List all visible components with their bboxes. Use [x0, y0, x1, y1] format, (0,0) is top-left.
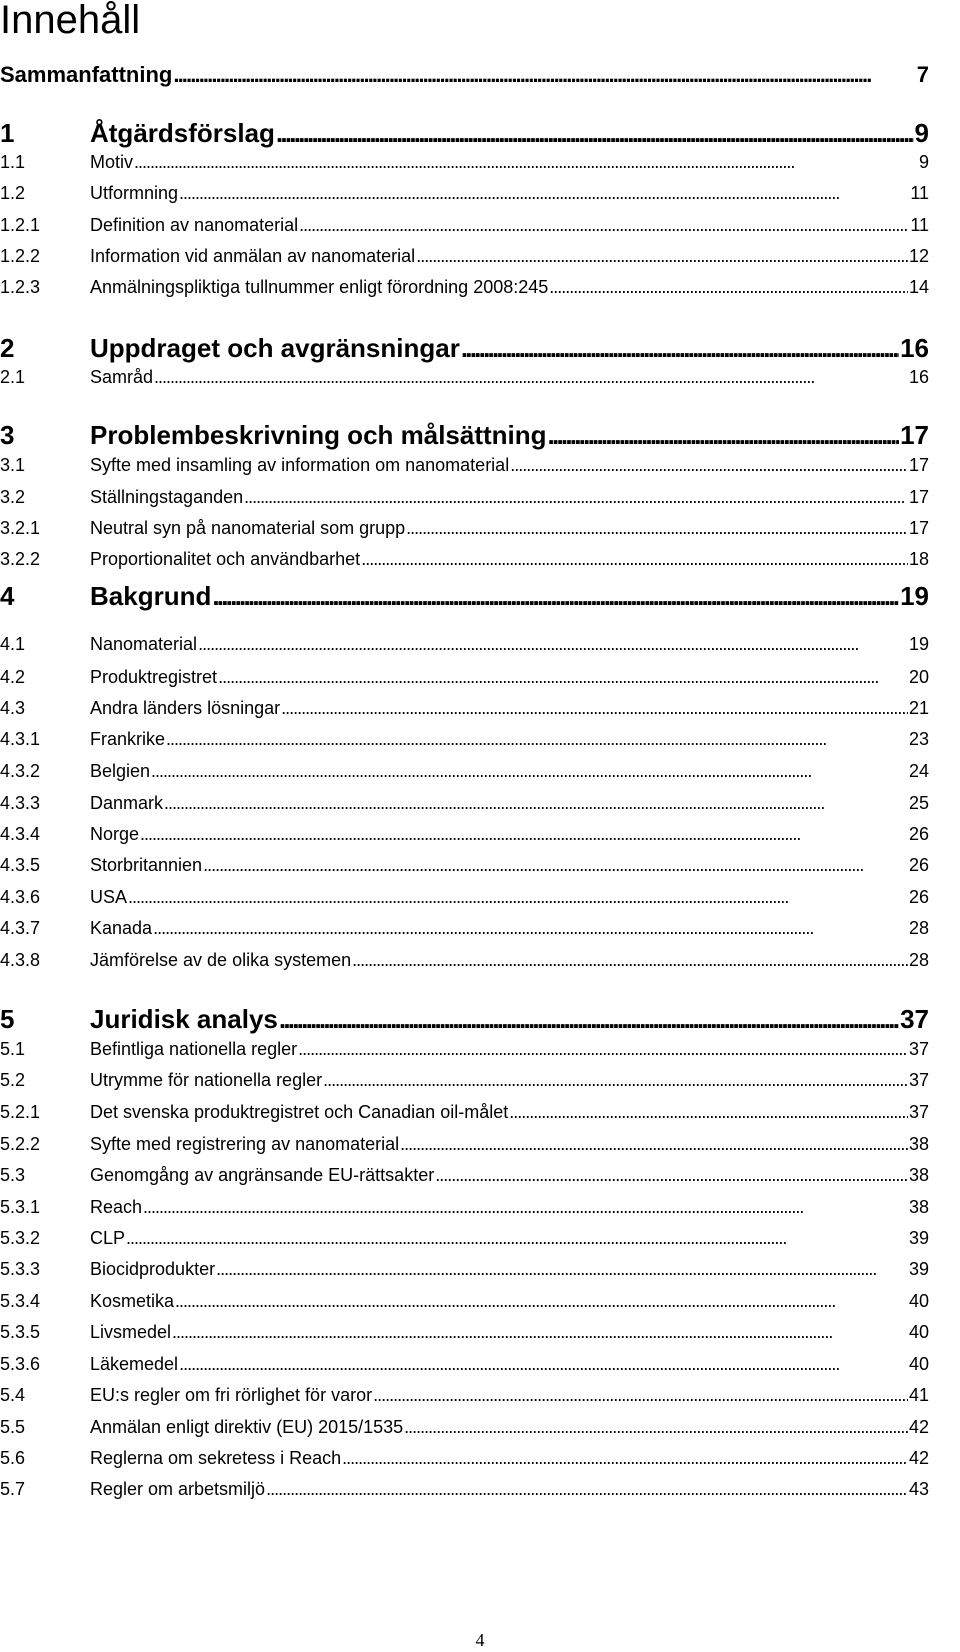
toc-entry-number: 5.4	[0, 1385, 26, 1405]
toc-entry[interactable]	[0, 118, 929, 149]
dot-leader	[198, 634, 908, 655]
dot-leader	[172, 1322, 908, 1343]
toc-entry-page: 43	[908, 1479, 929, 1499]
toc-entry-number: 4.2	[0, 667, 26, 687]
toc-entry-page: 40	[908, 1322, 929, 1342]
toc-entry-page: 40	[908, 1291, 929, 1311]
toc-entry[interactable]	[0, 581, 929, 612]
toc-entry-number: 5.1	[0, 1039, 26, 1059]
toc-entry-title: Frankrike	[90, 729, 166, 749]
dot-leader	[279, 1004, 899, 1035]
dot-leader	[435, 1165, 908, 1186]
toc-entry-title: Regler om arbetsmiljö	[90, 1479, 266, 1499]
toc-entry[interactable]	[0, 1039, 929, 1060]
toc-entry-page: 28	[908, 918, 929, 938]
toc-entry-number: 1.2.3	[0, 277, 41, 297]
toc-entry-title: Norge	[90, 824, 140, 844]
toc-entry-title: Åtgärdsförslag	[90, 118, 275, 148]
dot-leader	[361, 549, 908, 570]
toc-entry-title: Genomgång av angränsande EU-rättsakter	[90, 1165, 435, 1185]
dot-leader	[173, 62, 915, 88]
toc-entry-number: 5.5	[0, 1417, 26, 1437]
toc-entry-page: 17	[908, 487, 929, 507]
toc-entry[interactable]	[0, 1479, 929, 1500]
dot-leader	[216, 1259, 908, 1280]
toc-entry[interactable]	[0, 549, 929, 570]
toc-entry-number: 4.3.1	[0, 729, 41, 749]
toc-entry-number: 2.1	[0, 367, 26, 387]
toc-entry-number: 5.2.1	[0, 1102, 41, 1122]
toc-entry-title: Produktregistret	[90, 667, 218, 687]
dot-leader	[342, 1448, 908, 1469]
dot-leader	[406, 518, 908, 539]
toc-entry[interactable]	[0, 793, 929, 814]
dot-leader	[510, 455, 908, 476]
toc-entry-title: Storbritannien	[90, 855, 203, 875]
toc-entry-number: 5.2.2	[0, 1134, 41, 1154]
toc-entry[interactable]	[0, 1228, 929, 1249]
toc-entry-page: 20	[908, 667, 929, 687]
dot-leader	[352, 950, 908, 971]
toc-entry-page: 26	[908, 824, 929, 844]
toc-entry-number: 5.3.1	[0, 1197, 41, 1217]
dot-leader	[276, 118, 914, 149]
toc-entry[interactable]	[0, 1102, 929, 1123]
toc-entry-page: 38	[908, 1134, 929, 1154]
toc-entry-page: 9	[918, 152, 929, 172]
toc-entry-number: 3.1	[0, 455, 26, 475]
toc-entry-title: Kanada	[90, 918, 153, 938]
toc-entry-page: 12	[908, 246, 929, 266]
toc-entry[interactable]	[0, 1165, 929, 1186]
toc-entry-title: Samråd	[90, 367, 154, 387]
toc-entry-page: 39	[908, 1259, 929, 1279]
dot-leader	[549, 277, 908, 298]
toc-entry[interactable]	[0, 1134, 929, 1155]
toc-entry[interactable]	[0, 1259, 929, 1280]
toc-entry-number: 5.3.2	[0, 1228, 41, 1248]
toc-entry-title: Information vid anmälan av nanomaterial	[90, 246, 416, 266]
toc-entry-page: 16	[908, 367, 929, 387]
toc-entry-number: 3.2.1	[0, 518, 41, 538]
toc-entry[interactable]	[0, 1197, 929, 1218]
toc-entry[interactable]	[0, 761, 929, 782]
toc-entry-number: 1.1	[0, 152, 26, 172]
toc-entry-page: 11	[910, 215, 929, 235]
toc-entry-title: Anmälningspliktiga tullnummer enligt förordning 2008:245	[90, 277, 549, 297]
toc-entry-title: Utformning	[90, 183, 179, 203]
toc-entry-page: 42	[908, 1448, 929, 1468]
toc-entry-number: 4.3.6	[0, 887, 41, 907]
dot-leader	[179, 183, 909, 204]
toc-entry-page: 41	[908, 1385, 929, 1405]
dot-leader	[128, 887, 908, 908]
toc-entry-page: 19	[908, 634, 929, 654]
toc-entry-title: Proportionalitet och användbarhet	[90, 549, 361, 569]
toc-entry-page: 17	[908, 518, 929, 538]
toc-entry-number: 5.7	[0, 1479, 26, 1499]
toc-entry-number: 5.3	[0, 1165, 26, 1185]
toc-entry-title: Bakgrund	[90, 581, 212, 611]
dot-leader	[126, 1228, 908, 1249]
toc-entry-title: Sammanfattning	[0, 62, 173, 87]
toc-entry-title: Problembeskrivning och målsättning	[90, 420, 547, 450]
toc-entry-page: 17	[900, 420, 929, 450]
toc-entry-title: Belgien	[90, 761, 151, 781]
toc-entry-title: Uppdraget och avgränsningar	[90, 333, 460, 363]
toc-entry[interactable]	[0, 215, 929, 236]
dot-leader	[323, 1070, 908, 1091]
toc-entry-page: 38	[908, 1165, 929, 1185]
toc-entry-number: 1	[0, 118, 15, 148]
toc-entry[interactable]	[0, 918, 929, 939]
toc-entry-page: 37	[900, 1004, 929, 1034]
toc-entry[interactable]	[0, 1385, 929, 1406]
toc-entry-title: CLP	[90, 1228, 126, 1248]
toc-entry-title: Motiv	[90, 152, 134, 172]
dot-leader	[266, 1479, 908, 1500]
toc-entry-number: 4	[0, 581, 15, 611]
toc-entry[interactable]	[0, 1004, 929, 1035]
toc-entry-page: 40	[908, 1354, 929, 1374]
dot-leader	[164, 793, 908, 814]
toc-entry-title: Biocidprodukter	[90, 1259, 216, 1279]
toc-entry-number: 3	[0, 420, 15, 450]
toc-entry-page: 37	[908, 1070, 929, 1090]
dot-leader	[548, 420, 900, 451]
toc-entry-title: USA	[90, 887, 128, 907]
toc-entry-page: 26	[908, 887, 929, 907]
toc-entry[interactable]	[0, 1417, 929, 1438]
dot-leader	[299, 215, 909, 236]
toc-entry[interactable]	[0, 667, 929, 688]
dot-leader	[373, 1385, 908, 1406]
toc-entry-number: 4.3	[0, 698, 26, 718]
dot-leader	[461, 333, 899, 364]
toc-entry-title: EU:s regler om fri rörlighet för varor	[90, 1385, 373, 1405]
dot-leader	[416, 246, 908, 267]
dot-leader	[509, 1102, 908, 1123]
toc-entry-title: Jämförelse av de olika systemen	[90, 950, 352, 970]
toc-entry-number: 5	[0, 1004, 15, 1034]
toc-entry-page: 28	[908, 950, 929, 970]
toc-entry[interactable]	[0, 277, 929, 298]
toc-entry[interactable]	[0, 698, 929, 719]
toc-entry-page: 19	[900, 581, 929, 611]
toc-entry[interactable]	[0, 887, 929, 908]
toc-entry-number: 1.2	[0, 183, 26, 203]
toc-entry[interactable]	[0, 487, 929, 508]
toc-entry-number: 4.1	[0, 634, 26, 654]
toc-entry[interactable]	[0, 183, 929, 204]
toc-entry-title: Utrymme för nationella regler	[90, 1070, 323, 1090]
toc-entry-number: 5.3.4	[0, 1291, 41, 1311]
toc-entry-page: 7	[916, 62, 929, 87]
dot-leader	[140, 824, 908, 845]
toc-entry-title: Syfte med insamling av information om nanomaterial	[90, 455, 510, 475]
dot-leader	[143, 1197, 908, 1218]
toc-entry-title: Livsmedel	[90, 1322, 172, 1342]
toc-entry[interactable]	[0, 1070, 929, 1091]
toc-entry-title: Danmark	[90, 793, 164, 813]
toc-entry-page: 16	[900, 333, 929, 363]
toc-entry-number: 1.2.1	[0, 215, 41, 235]
toc-entry-page: 38	[908, 1197, 929, 1217]
toc-entry-number: 5.2	[0, 1070, 26, 1090]
dot-leader	[203, 855, 908, 876]
toc-entry-page: 21	[908, 698, 929, 718]
toc-entry-title: Läkemedel	[90, 1354, 179, 1374]
toc-entry[interactable]	[0, 1322, 929, 1343]
toc-entry-title: Reach	[90, 1197, 143, 1217]
dot-leader	[212, 581, 899, 612]
toc-entry[interactable]	[0, 824, 929, 845]
toc-entry-page: 9	[914, 118, 929, 148]
dot-leader	[154, 367, 908, 388]
toc-entry-number: 3.2	[0, 487, 26, 507]
toc-entry-title: Andra länders lösningar	[90, 698, 281, 718]
toc-entry-title: Kosmetika	[90, 1291, 175, 1311]
toc-entry-page: 37	[908, 1039, 929, 1059]
toc-entry-number: 4.3.3	[0, 793, 41, 813]
toc-entry[interactable]	[0, 1448, 929, 1469]
dot-leader	[218, 667, 908, 688]
page-title: Innehåll	[0, 0, 141, 42]
toc-entry[interactable]	[0, 634, 929, 655]
toc-entry-page: 18	[908, 549, 929, 569]
toc-entry[interactable]	[0, 1354, 929, 1375]
toc-entry-title: Neutral syn på nanomaterial som grupp	[90, 518, 406, 538]
toc-entry-page: 17	[908, 455, 929, 475]
toc-entry-title: Det svenska produktregistret och Canadian oil-målet	[90, 1102, 509, 1122]
toc-entry[interactable]	[0, 950, 929, 971]
toc-entry-title: Befintliga nationella regler	[90, 1039, 298, 1059]
toc-entry-title: Reglerna om sekretess i Reach	[90, 1448, 342, 1468]
toc-entry[interactable]	[0, 62, 929, 88]
toc-entry-number: 4.3.5	[0, 855, 41, 875]
toc-entry-number: 4.3.8	[0, 950, 41, 970]
toc-entry[interactable]	[0, 729, 929, 750]
toc-entry[interactable]	[0, 420, 929, 451]
toc-entry-title: Ställningstaganden	[90, 487, 244, 507]
toc-entry-number: 1.2.2	[0, 246, 41, 266]
dot-leader	[298, 1039, 908, 1060]
toc-entry[interactable]	[0, 455, 929, 476]
toc-entry-number: 4.3.7	[0, 918, 41, 938]
toc-entry[interactable]	[0, 367, 929, 388]
toc-entry-number: 4.3.4	[0, 824, 41, 844]
toc-entry-page: 37	[908, 1102, 929, 1122]
dot-leader	[244, 487, 908, 508]
toc-entry-number: 4.3.2	[0, 761, 41, 781]
toc-entry-page: 23	[908, 729, 929, 749]
dot-leader	[400, 1134, 908, 1155]
toc-entry-page: 26	[908, 855, 929, 875]
dot-leader	[166, 729, 908, 750]
toc-entry-page: 39	[908, 1228, 929, 1248]
page-number: 4	[475, 1630, 485, 1650]
toc-entry-page: 25	[908, 793, 929, 813]
toc-entry-page: 14	[908, 277, 929, 297]
toc-entry-number: 2	[0, 333, 15, 363]
dot-leader	[281, 698, 908, 719]
toc-entry-title: Definition av nanomaterial	[90, 215, 299, 235]
toc-entry[interactable]	[0, 333, 929, 364]
dot-leader	[153, 918, 908, 939]
toc-entry-title: Juridisk analys	[90, 1004, 278, 1034]
toc-entry[interactable]	[0, 246, 929, 267]
toc-entry[interactable]	[0, 518, 929, 539]
dot-leader	[175, 1291, 908, 1312]
toc-entry-title: Anmälan enligt direktiv (EU) 2015/1535	[90, 1417, 404, 1437]
toc-entry-number: 5.3.5	[0, 1322, 41, 1342]
dot-leader	[179, 1354, 908, 1375]
toc-entry-number: 5.3.6	[0, 1354, 41, 1374]
toc-entry-title: Syfte med registrering av nanomaterial	[90, 1134, 400, 1154]
toc-entry-page: 42	[908, 1417, 929, 1437]
toc-entry-page: 24	[908, 761, 929, 781]
dot-leader	[404, 1417, 908, 1438]
toc-entry[interactable]	[0, 152, 929, 173]
dot-leader	[134, 152, 918, 173]
toc-entry[interactable]	[0, 1291, 929, 1312]
toc-entry-number: 3.2.2	[0, 549, 41, 569]
toc-entry-number: 5.6	[0, 1448, 26, 1468]
toc-entry-page: 11	[910, 183, 929, 203]
toc-entry-title: Nanomaterial	[90, 634, 198, 654]
toc-entry-number: 5.3.3	[0, 1259, 41, 1279]
toc-entry[interactable]	[0, 855, 929, 876]
dot-leader	[151, 761, 908, 782]
